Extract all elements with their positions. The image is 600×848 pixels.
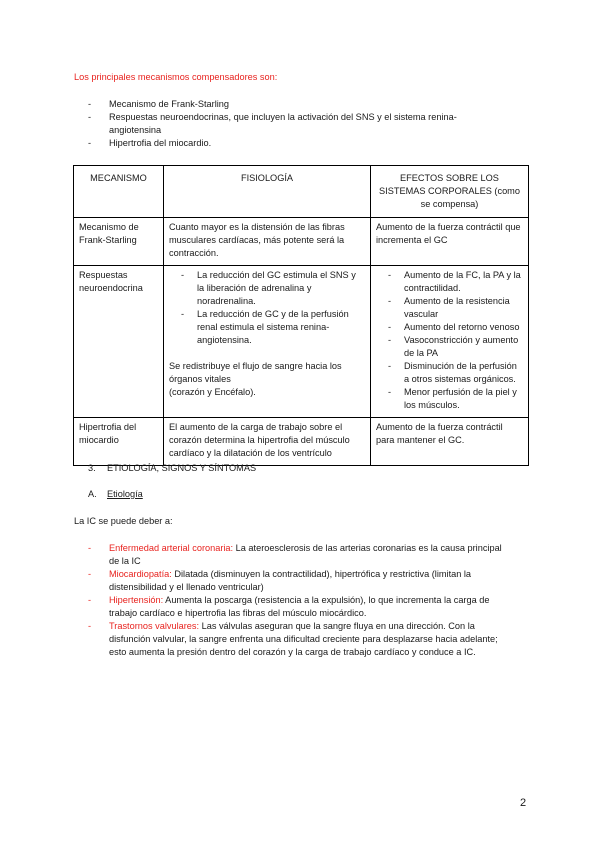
cell-mechanism: Respuestas neuroendocrina — [74, 266, 164, 418]
lead-paragraph: La IC se puede deber a: — [74, 516, 173, 526]
list-item: - Respuestas neuroendocrinas, que incluyen la activación del SNS y el sistema renina-angiotensina — [88, 111, 508, 137]
section-title: ETIOLOGÍA, SIGNOS Y SÍNTOMAS — [107, 463, 257, 473]
cell-mechanism: Mecanismo de Frank-Starling — [74, 218, 164, 266]
list-item — [88, 620, 508, 659]
list-item: - La reducción del GC estimula el SNS y la liberación de adrenalina y noradrenalina. — [169, 269, 365, 308]
causes-list — [88, 542, 508, 659]
list-item: - Disminución de la perfusión a otros sistemas orgánicos. — [376, 360, 523, 386]
subsection-heading — [88, 488, 143, 501]
cause-term: Hipertensión: — [109, 595, 164, 605]
table-row — [74, 218, 529, 266]
subsection-title: Etiología — [107, 489, 143, 499]
list-item: - Mecanismo de Frank-Starling — [88, 98, 508, 111]
section-heading — [88, 462, 256, 475]
list-item: - Aumento del retorno venoso — [376, 321, 523, 334]
physiology-list — [169, 269, 365, 347]
cause-text: Aumenta la poscarga (resistencia a la expulsión), lo que incrementa la carga de trabajo cardíaco e hipertrofia las fibras del músculo miocárdico. — [109, 595, 490, 618]
header-mechanism: MECANISMO — [74, 166, 164, 218]
cause-term: Enfermedad arterial coronaria: — [109, 543, 234, 553]
section-number: 3. — [88, 463, 96, 473]
cell-physiology — [164, 266, 371, 418]
list-item — [88, 568, 508, 594]
list-item: - Aumento de la resistencia vascular — [376, 295, 523, 321]
list-item: - Hipertrofia del miocardio. — [88, 137, 508, 150]
page-number: 2 — [520, 797, 527, 809]
cell-mechanism: Hipertrofia del miocardio — [74, 418, 164, 466]
table-header-row — [74, 166, 529, 218]
header-physiology: FISIOLOGÍA — [164, 166, 371, 218]
effects-list — [376, 269, 523, 412]
table-row — [74, 418, 529, 466]
list-item — [88, 594, 508, 620]
list-item: - Menor perfusión de la piel y los músculos. — [376, 386, 523, 412]
mechanisms-table — [73, 165, 529, 466]
cell-effects: Aumento de la fuerza contráctil para mantener el GC. — [371, 418, 529, 466]
cell-physiology: Cuanto mayor es la distensión de las fibras musculares cardíacas, más potente será la contracción. — [164, 218, 371, 266]
table-row — [74, 266, 529, 418]
cell-effects: Aumento de la fuerza contráctil que incrementa el GC — [371, 218, 529, 266]
cause-term: Trastornos valvulares: — [109, 621, 200, 631]
physiology-extra: (corazón y Encéfalo). — [169, 387, 256, 397]
physiology-extra: Se redistribuye el flujo de sangre hacia los órganos vitales — [169, 361, 342, 384]
subsection-letter: A. — [88, 489, 97, 499]
list-item: - La reducción de GC y de la perfusión renal estimula el sistema renina-angiotensina. — [169, 308, 365, 347]
cause-term: Miocardiopatía: — [109, 569, 172, 579]
intro-heading: Los principales mecanismos compensadores son: — [74, 72, 278, 82]
intro-list — [88, 98, 508, 150]
list-item: - Vasoconstricción y aumento de la PA — [376, 334, 523, 360]
cause-text: Las válvulas aseguran que la sangre fluya en una dirección. Con la disfunción valvular, la sangre enfrenta una dificultad creciente para desplazarse hacia adelante; esto aumenta la presión dentro del corazón y la carga de trabajo cardíaco y conduce a IC. — [109, 621, 498, 657]
header-effects: EFECTOS SOBRE LOS SISTEMAS CORPORALES (como se compensa) — [371, 166, 529, 218]
cause-text: La ateroesclerosis de las arterias coronarias es la causa principal de la IC — [109, 543, 502, 566]
cell-physiology: El aumento de la carga de trabajo sobre el corazón determina la hipertrofia del músculo cardíaco y la dilatación de los ventrículo — [164, 418, 371, 466]
list-item — [88, 542, 508, 568]
cause-text: Dilatada (disminuyen la contractilidad), hipertrófica y restrictiva (limitan la distensibilidad y el llenado ventricular) — [109, 569, 472, 592]
cell-effects — [371, 266, 529, 418]
list-item: - Aumento de la FC, la PA y la contractilidad. — [376, 269, 523, 295]
